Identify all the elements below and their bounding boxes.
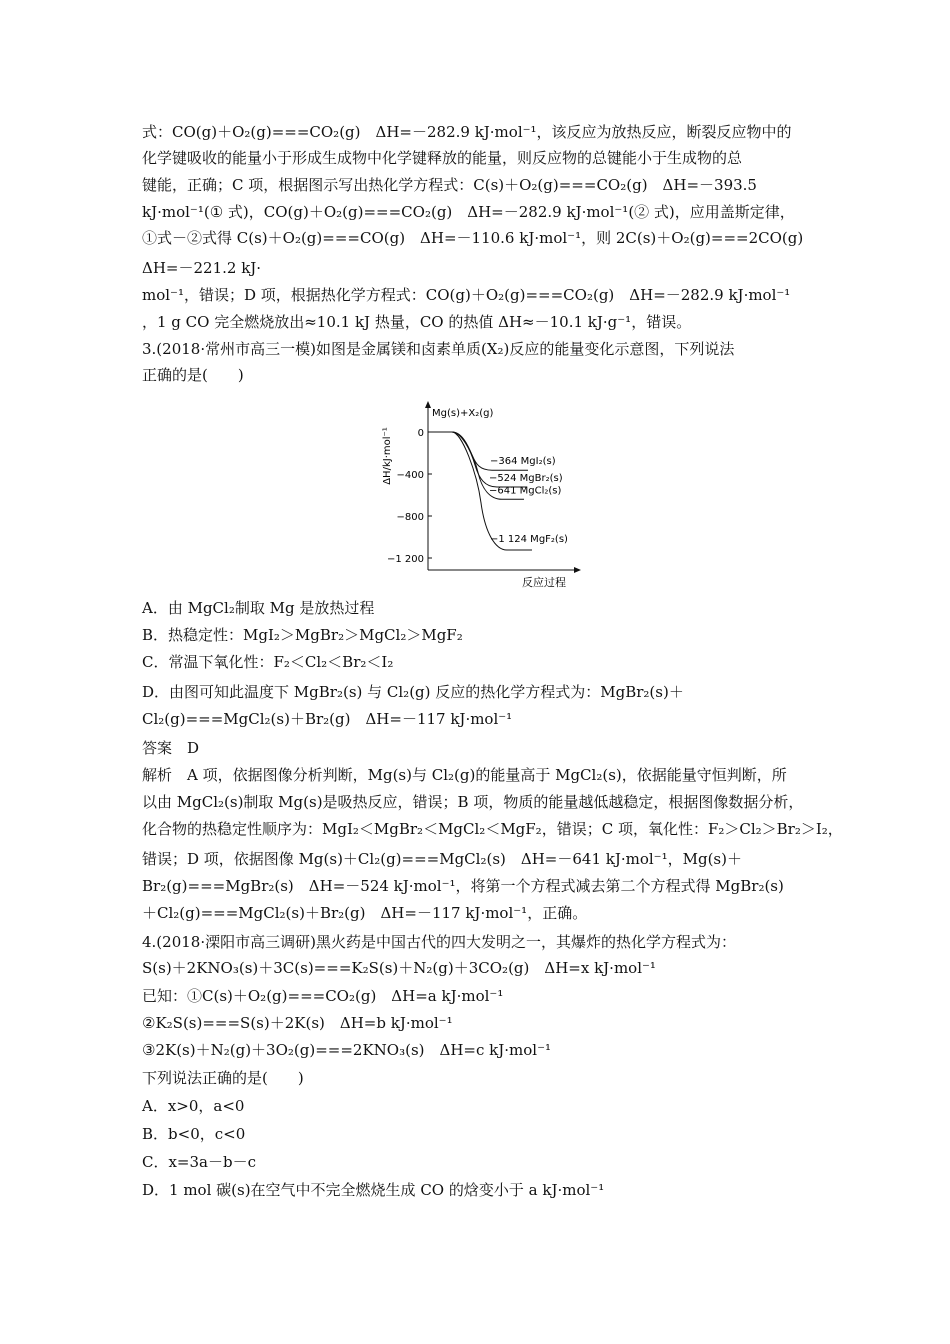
question-4-known-1: 已知：①C(s)＋O₂(g)===CO₂(g) ΔH=a kJ·mol⁻¹ xyxy=(142,987,504,1005)
question-4-known-3: ③2K(s)＋N₂(g)＋3O₂(g)===2KNO₃(s) ΔH=c kJ·mol⁻¹ xyxy=(142,1041,551,1059)
curve-label-1: −364 MgI₂(s) xyxy=(490,456,556,468)
question-4-equation: S(s)＋2KNO₃(s)＋3C(s)===K₂S(s)＋N₂(g)＋3CO₂(g) ΔH=x kJ·mol⁻¹ xyxy=(142,959,656,977)
question-4-prompt: 下列说法正确的是( ) xyxy=(142,1069,304,1087)
analysis-line: 以由 MgCl₂(s)制取 Mg(s)是吸热反应，错误；B 项，物质的能量越低越稳定，根据图像数据分析， xyxy=(142,793,804,811)
analysis-line: 解析 A 项，依据图像分析判断，Mg(s)与 Cl₂(g)的能量高于 MgCl₂(s)，依据能量守恒判断，所 xyxy=(142,766,787,784)
text-line: 化学键吸收的能量小于形成生成物中化学键释放的能量，则反应物的总键能小于生成物的总 xyxy=(142,149,743,167)
y-tick-label: −400 xyxy=(396,470,424,481)
y-tick-label: 0 xyxy=(417,428,424,439)
answer: 答案 D xyxy=(142,739,200,757)
start-label: Mg(s)+X₂(g) xyxy=(432,408,494,419)
curve-label-4: −1 124 MgF₂(s) xyxy=(490,534,568,546)
text-line: ΔH=－221.2 kJ· xyxy=(142,259,262,277)
question-3-stem: 正确的是( ) xyxy=(142,366,244,384)
option-d: D．由图可知此温度下 MgBr₂(s) 与 Cl₂(g) 反应的热化学方程式为：MgBr₂(s)＋ xyxy=(142,683,684,701)
x-axis-arrow xyxy=(574,567,581,573)
option-d: D．1 mol 碳(s)在空气中不完全燃烧生成 CO 的焓变小于 a kJ·mol⁻¹ xyxy=(142,1181,605,1199)
analysis-line: 化合物的热稳定性顺序为：MgI₂＜MgBr₂＜MgCl₂＜MgF₂，错误；C 项，氧化性：F₂＞Cl₂＞Br₂＞I₂， xyxy=(142,820,843,838)
question-4-stem: 4.(2018·溧阳市高三调研)黑火药是中国古代的四大发明之一，其爆炸的热化学方程式为： xyxy=(142,933,736,951)
text-line: ，1 g CO 完全燃烧放出≈10.1 kJ 热量，CO 的热值 ΔH≈－10.1 kJ·g⁻¹，错误。 xyxy=(142,313,692,331)
option-b: B．b<0，c<0 xyxy=(142,1125,246,1143)
curve-label-2: −524 MgBr₂(s) xyxy=(489,473,563,485)
x-axis-label: 反应过程 xyxy=(522,576,566,589)
text-line: 式：CO(g)＋O₂(g)===CO₂(g) ΔH=－282.9 kJ·mol⁻¹，该反应为放热反应，断裂反应物中的 xyxy=(142,123,792,141)
question-3-stem: 3.(2018·常州市高三一模)如图是金属镁和卤素单质(X₂)反应的能量变化示意图，下列说法 xyxy=(142,340,735,358)
text-line: kJ·mol⁻¹(① 式)，CO(g)＋O₂(g)===CO₂(g) ΔH=－282.9 kJ·mol⁻¹(② 式)，应用盖斯定律， xyxy=(142,203,795,221)
y-axis-label: ΔH/kJ·mol⁻¹ xyxy=(382,427,393,485)
option-a: A．由 MgCl₂制取 Mg 是放热过程 xyxy=(142,599,375,617)
y-axis-arrow xyxy=(425,401,431,408)
energy-diagram xyxy=(372,398,582,590)
analysis-line: ＋Cl₂(g)===MgCl₂(s)＋Br₂(g) ΔH=－117 kJ·mol⁻¹，正确。 xyxy=(142,904,588,922)
analysis-line: 错误；D 项，依据图像 Mg(s)＋Cl₂(g)===MgCl₂(s) ΔH=－641 kJ·mol⁻¹，Mg(s)＋ xyxy=(142,850,742,868)
text-line: 键能，正确；C 项，根据图示写出热化学方程式：C(s)＋O₂(g)===CO₂(g) ΔH=－393.5 xyxy=(142,176,757,194)
question-4-known-2: ②K₂S(s)===S(s)＋2K(s) ΔH=b kJ·mol⁻¹ xyxy=(142,1014,453,1032)
analysis-line: Br₂(g)===MgBr₂(s) ΔH=－524 kJ·mol⁻¹，将第一个方程式减去第二个方程式得 MgBr₂(s) xyxy=(142,877,784,895)
text-line: ①式－②式得 C(s)＋O₂(g)===CO(g) ΔH=－110.6 kJ·mol⁻¹，则 2C(s)＋O₂(g)===2CO(g) xyxy=(142,229,804,247)
option-b: B．热稳定性：MgI₂＞MgBr₂＞MgCl₂＞MgF₂ xyxy=(142,626,463,644)
option-d-cont: Cl₂(g)===MgCl₂(s)＋Br₂(g) ΔH=－117 kJ·mol⁻¹ xyxy=(142,710,513,728)
text-line: mol⁻¹，错误；D 项，根据热化学方程式：CO(g)＋O₂(g)===CO₂(g) ΔH=－282.9 kJ·mol⁻¹ xyxy=(142,286,791,304)
y-tick-label: −1 200 xyxy=(386,554,424,565)
y-tick-label: −800 xyxy=(396,512,424,523)
option-c: C．x=3a－b－c xyxy=(142,1153,256,1171)
curve-label-3: −641 MgCl₂(s) xyxy=(489,485,562,497)
option-c: C．常温下氧化性：F₂＜Cl₂＜Br₂＜I₂ xyxy=(142,653,394,671)
option-a: A．x>0，a<0 xyxy=(142,1097,245,1115)
